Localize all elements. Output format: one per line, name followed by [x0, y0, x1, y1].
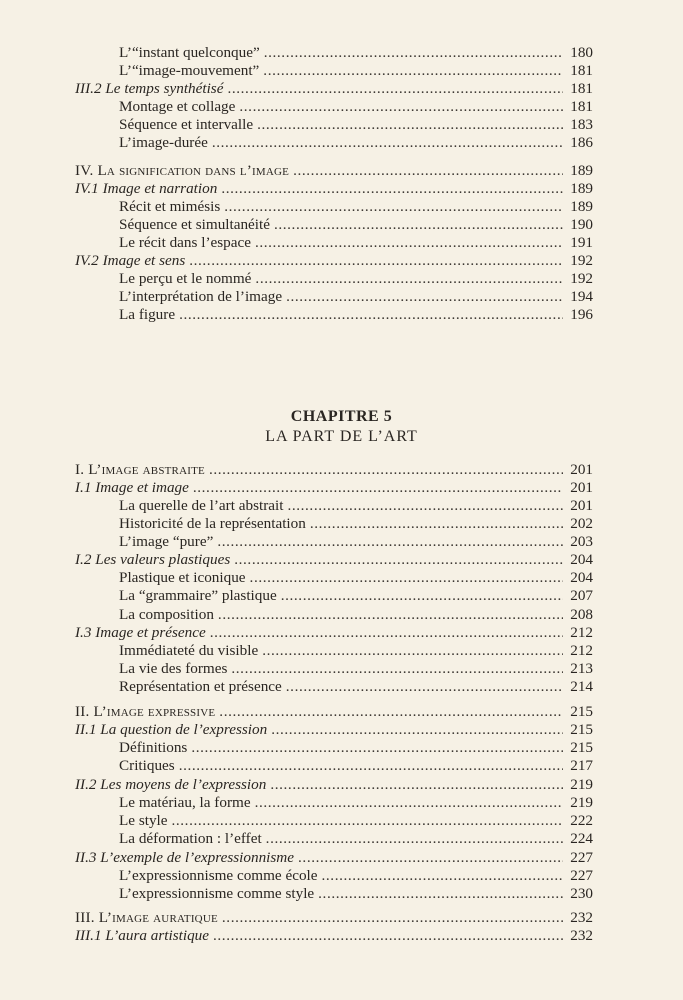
- toc-entry: [75, 515, 593, 533]
- toc-entry-title: III. L’image auratique: [75, 909, 218, 926]
- toc-entry-page: 214: [570, 678, 593, 695]
- dot-leader: [227, 80, 563, 98]
- dot-leader: [191, 739, 563, 757]
- toc-entry: [75, 642, 593, 660]
- toc-entry: [75, 134, 593, 152]
- dot-leader: [271, 721, 563, 739]
- toc-entry: [75, 479, 593, 497]
- toc-entry-page: 224: [570, 830, 593, 847]
- toc-entry: [75, 909, 593, 927]
- toc-entry-title: Montage et collage: [119, 98, 236, 115]
- toc-entry-page: 219: [570, 794, 593, 811]
- toc-entry: [75, 98, 593, 116]
- dot-leader: [231, 660, 563, 678]
- toc-entry-page: 222: [570, 812, 593, 829]
- toc-entry: [75, 288, 593, 306]
- toc-entry-page: 194: [570, 288, 593, 305]
- dot-leader: [250, 569, 563, 587]
- toc-entry-title: IV. La signification dans l’image: [75, 162, 290, 179]
- toc-entry-title: IV.2 Image et sens: [75, 252, 186, 269]
- toc-entry: [75, 234, 593, 252]
- toc-entry: [75, 739, 593, 757]
- dot-leader: [298, 849, 563, 867]
- toc-entry-page: 181: [570, 62, 593, 79]
- toc-entry: [75, 44, 593, 62]
- dot-leader: [255, 270, 563, 288]
- dot-leader: [218, 606, 563, 624]
- dot-leader: [293, 162, 563, 180]
- toc-entry-page: 230: [570, 885, 593, 902]
- dot-leader: [234, 551, 563, 569]
- toc-entry: [75, 927, 593, 945]
- toc-entry-page: 189: [570, 198, 593, 215]
- toc-entry-page: 201: [570, 479, 593, 496]
- dot-leader: [222, 909, 563, 927]
- toc-entry-title: I.1 Image et image: [75, 479, 189, 496]
- toc-entry-page: 213: [570, 660, 593, 677]
- toc-entry-title: Récit et mimésis: [119, 198, 221, 215]
- toc-entry-page: 215: [570, 739, 593, 756]
- toc-entry: [75, 551, 593, 569]
- toc-entry-title: La vie des formes: [119, 660, 228, 677]
- toc-entry-title: La querelle de l’art abstrait: [119, 497, 284, 514]
- toc-entry-page: 201: [570, 497, 593, 514]
- toc-entry: [75, 533, 593, 551]
- toc-entry-page: 219: [570, 776, 593, 793]
- dot-leader: [266, 830, 563, 848]
- toc-entry-page: 190: [570, 216, 593, 233]
- dot-leader: [193, 479, 563, 497]
- dot-leader: [217, 533, 563, 551]
- dot-leader: [270, 776, 563, 794]
- toc-entry: [75, 830, 593, 848]
- toc-entry: [75, 678, 593, 696]
- dot-leader: [322, 867, 563, 885]
- toc-entry-page: 217: [570, 757, 593, 774]
- dot-leader: [318, 885, 563, 903]
- toc-entry-title: III.1 L’aura artistique: [75, 927, 210, 944]
- toc-entry: [75, 849, 593, 867]
- toc-entry: [75, 116, 593, 134]
- toc-entry-title: L’expressionnisme comme style: [119, 885, 315, 902]
- toc-entry-page: 208: [570, 606, 593, 623]
- dot-leader: [189, 252, 563, 270]
- toc-entry-title: IV.1 Image et narration: [75, 180, 218, 197]
- dot-leader: [239, 98, 563, 116]
- toc-entry: [75, 794, 593, 812]
- toc-entry: [75, 62, 593, 80]
- dot-leader: [255, 234, 563, 252]
- toc-entry: [75, 812, 593, 830]
- toc-entry-title: L’“instant quelconque”: [119, 44, 260, 61]
- toc-entry: [75, 461, 593, 479]
- toc-entry-page: 191: [570, 234, 593, 251]
- dot-leader: [219, 703, 563, 721]
- toc-entry-page: 186: [570, 134, 593, 151]
- toc-entry-page: 183: [570, 116, 593, 133]
- dot-leader: [255, 794, 563, 812]
- toc-entry: [75, 198, 593, 216]
- toc-entry-page: 212: [570, 642, 593, 659]
- toc-entry-page: 196: [570, 306, 593, 323]
- toc-entry-title: Plastique et iconique: [119, 569, 246, 586]
- chapter-title: LA PART DE L’ART: [265, 428, 418, 445]
- toc-entry: [75, 606, 593, 624]
- dot-leader: [257, 116, 563, 134]
- toc-entry: [75, 703, 593, 721]
- dot-leader: [212, 134, 563, 152]
- toc-entry: [75, 252, 593, 270]
- toc-entry-title: L’expressionnisme comme école: [119, 867, 318, 884]
- toc-entry-page: 192: [570, 252, 593, 269]
- toc-entry-page: 212: [570, 624, 593, 641]
- toc-entry-title: La figure: [119, 306, 176, 323]
- dot-leader: [286, 288, 563, 306]
- toc-entry-title: La déformation : l’effet: [119, 830, 262, 847]
- toc-entry: [75, 587, 593, 605]
- toc-entry: [75, 721, 593, 739]
- toc-entry-title: II. L’image expressive: [75, 703, 216, 720]
- toc-entry-title: III.2 Le temps synthétisé: [75, 80, 224, 97]
- toc-entry-page: 203: [570, 533, 593, 550]
- toc-entry: [75, 497, 593, 515]
- toc-entry-page: 202: [570, 515, 593, 532]
- toc-entry-page: 189: [570, 180, 593, 197]
- toc-entry-page: 201: [570, 461, 593, 478]
- dot-leader: [179, 306, 563, 324]
- dot-leader: [263, 62, 563, 80]
- toc-entry-page: 232: [570, 909, 593, 926]
- dot-leader: [221, 180, 563, 198]
- toc-entry-title: I.3 Image et présence: [75, 624, 206, 641]
- dot-leader: [310, 515, 563, 533]
- toc-entry-title: Séquence et simultanéité: [119, 216, 270, 233]
- toc-entry-page: 215: [570, 721, 593, 738]
- toc-entry-page: 227: [570, 849, 593, 866]
- toc-entry-title: La composition: [119, 606, 214, 623]
- toc-entry-title: L’interprétation de l’image: [119, 288, 283, 305]
- dot-leader: [213, 927, 563, 945]
- toc-entry-title: II.1 La question de l’expression: [75, 721, 268, 738]
- toc-entry-title: L’image “pure”: [119, 533, 214, 550]
- toc-entry-title: II.2 Les moyens de l’expression: [75, 776, 267, 793]
- toc-entry-page: 192: [570, 270, 593, 287]
- dot-leader: [209, 461, 563, 479]
- toc-entry-page: 204: [570, 551, 593, 568]
- toc-entry: [75, 306, 593, 324]
- dot-leader: [287, 497, 563, 515]
- toc-entry: [75, 885, 593, 903]
- toc-entry: [75, 776, 593, 794]
- dot-leader: [210, 624, 563, 642]
- toc-entry: [75, 80, 593, 98]
- toc-entry-title: L’image-durée: [119, 134, 208, 151]
- toc-entry-title: Définitions: [119, 739, 188, 756]
- toc-entry: [75, 162, 593, 180]
- toc-entry: [75, 270, 593, 288]
- toc-entry-title: II.3 L’exemple de l’expressionnisme: [75, 849, 295, 866]
- toc-entry: [75, 624, 593, 642]
- toc-entry-title: Le récit dans l’espace: [119, 234, 251, 251]
- toc-entry-title: Séquence et intervalle: [119, 116, 254, 133]
- toc-entry-page: 207: [570, 587, 593, 604]
- toc-entry-title: Critiques: [119, 757, 175, 774]
- dot-leader: [286, 678, 563, 696]
- toc-entry-page: 189: [570, 162, 593, 179]
- toc-entry-page: 215: [570, 703, 593, 720]
- dot-leader: [274, 216, 563, 234]
- dot-leader: [172, 812, 564, 830]
- toc-entry: [75, 216, 593, 234]
- toc-entry: [75, 569, 593, 587]
- toc-entry: [75, 757, 593, 775]
- toc-entry-title: Le perçu et le nommé: [119, 270, 252, 287]
- toc-entry-page: 180: [570, 44, 593, 61]
- toc-entry-title: I.2 Les valeurs plastiques: [75, 551, 231, 568]
- toc-entry-title: Historicité de la représentation: [119, 515, 306, 532]
- dot-leader: [262, 642, 563, 660]
- toc-entry-title: Représentation et présence: [119, 678, 282, 695]
- toc-entry-page: 204: [570, 569, 593, 586]
- toc-entry-title: La “grammaire” plastique: [119, 587, 277, 604]
- toc-entry-page: 227: [570, 867, 593, 884]
- toc-entry-page: 232: [570, 927, 593, 944]
- dot-leader: [224, 198, 563, 216]
- toc-entry-title: Le matériau, la forme: [119, 794, 251, 811]
- dot-leader: [281, 587, 563, 605]
- toc-entry-title: Le style: [119, 812, 168, 829]
- toc-entry: [75, 867, 593, 885]
- toc-entry: [75, 660, 593, 678]
- toc-entry-page: 181: [570, 80, 593, 97]
- toc-entry-title: L’“image-mouvement”: [119, 62, 260, 79]
- dot-leader: [264, 44, 563, 62]
- dot-leader: [179, 757, 563, 775]
- toc-entry: [75, 180, 593, 198]
- toc-entry-page: 181: [570, 98, 593, 115]
- chapter-number: CHAPITRE 5: [290, 408, 393, 425]
- toc-entry-title: I. L’image abstraite: [75, 461, 205, 478]
- toc-entry-title: Immédiateté du visible: [119, 642, 259, 659]
